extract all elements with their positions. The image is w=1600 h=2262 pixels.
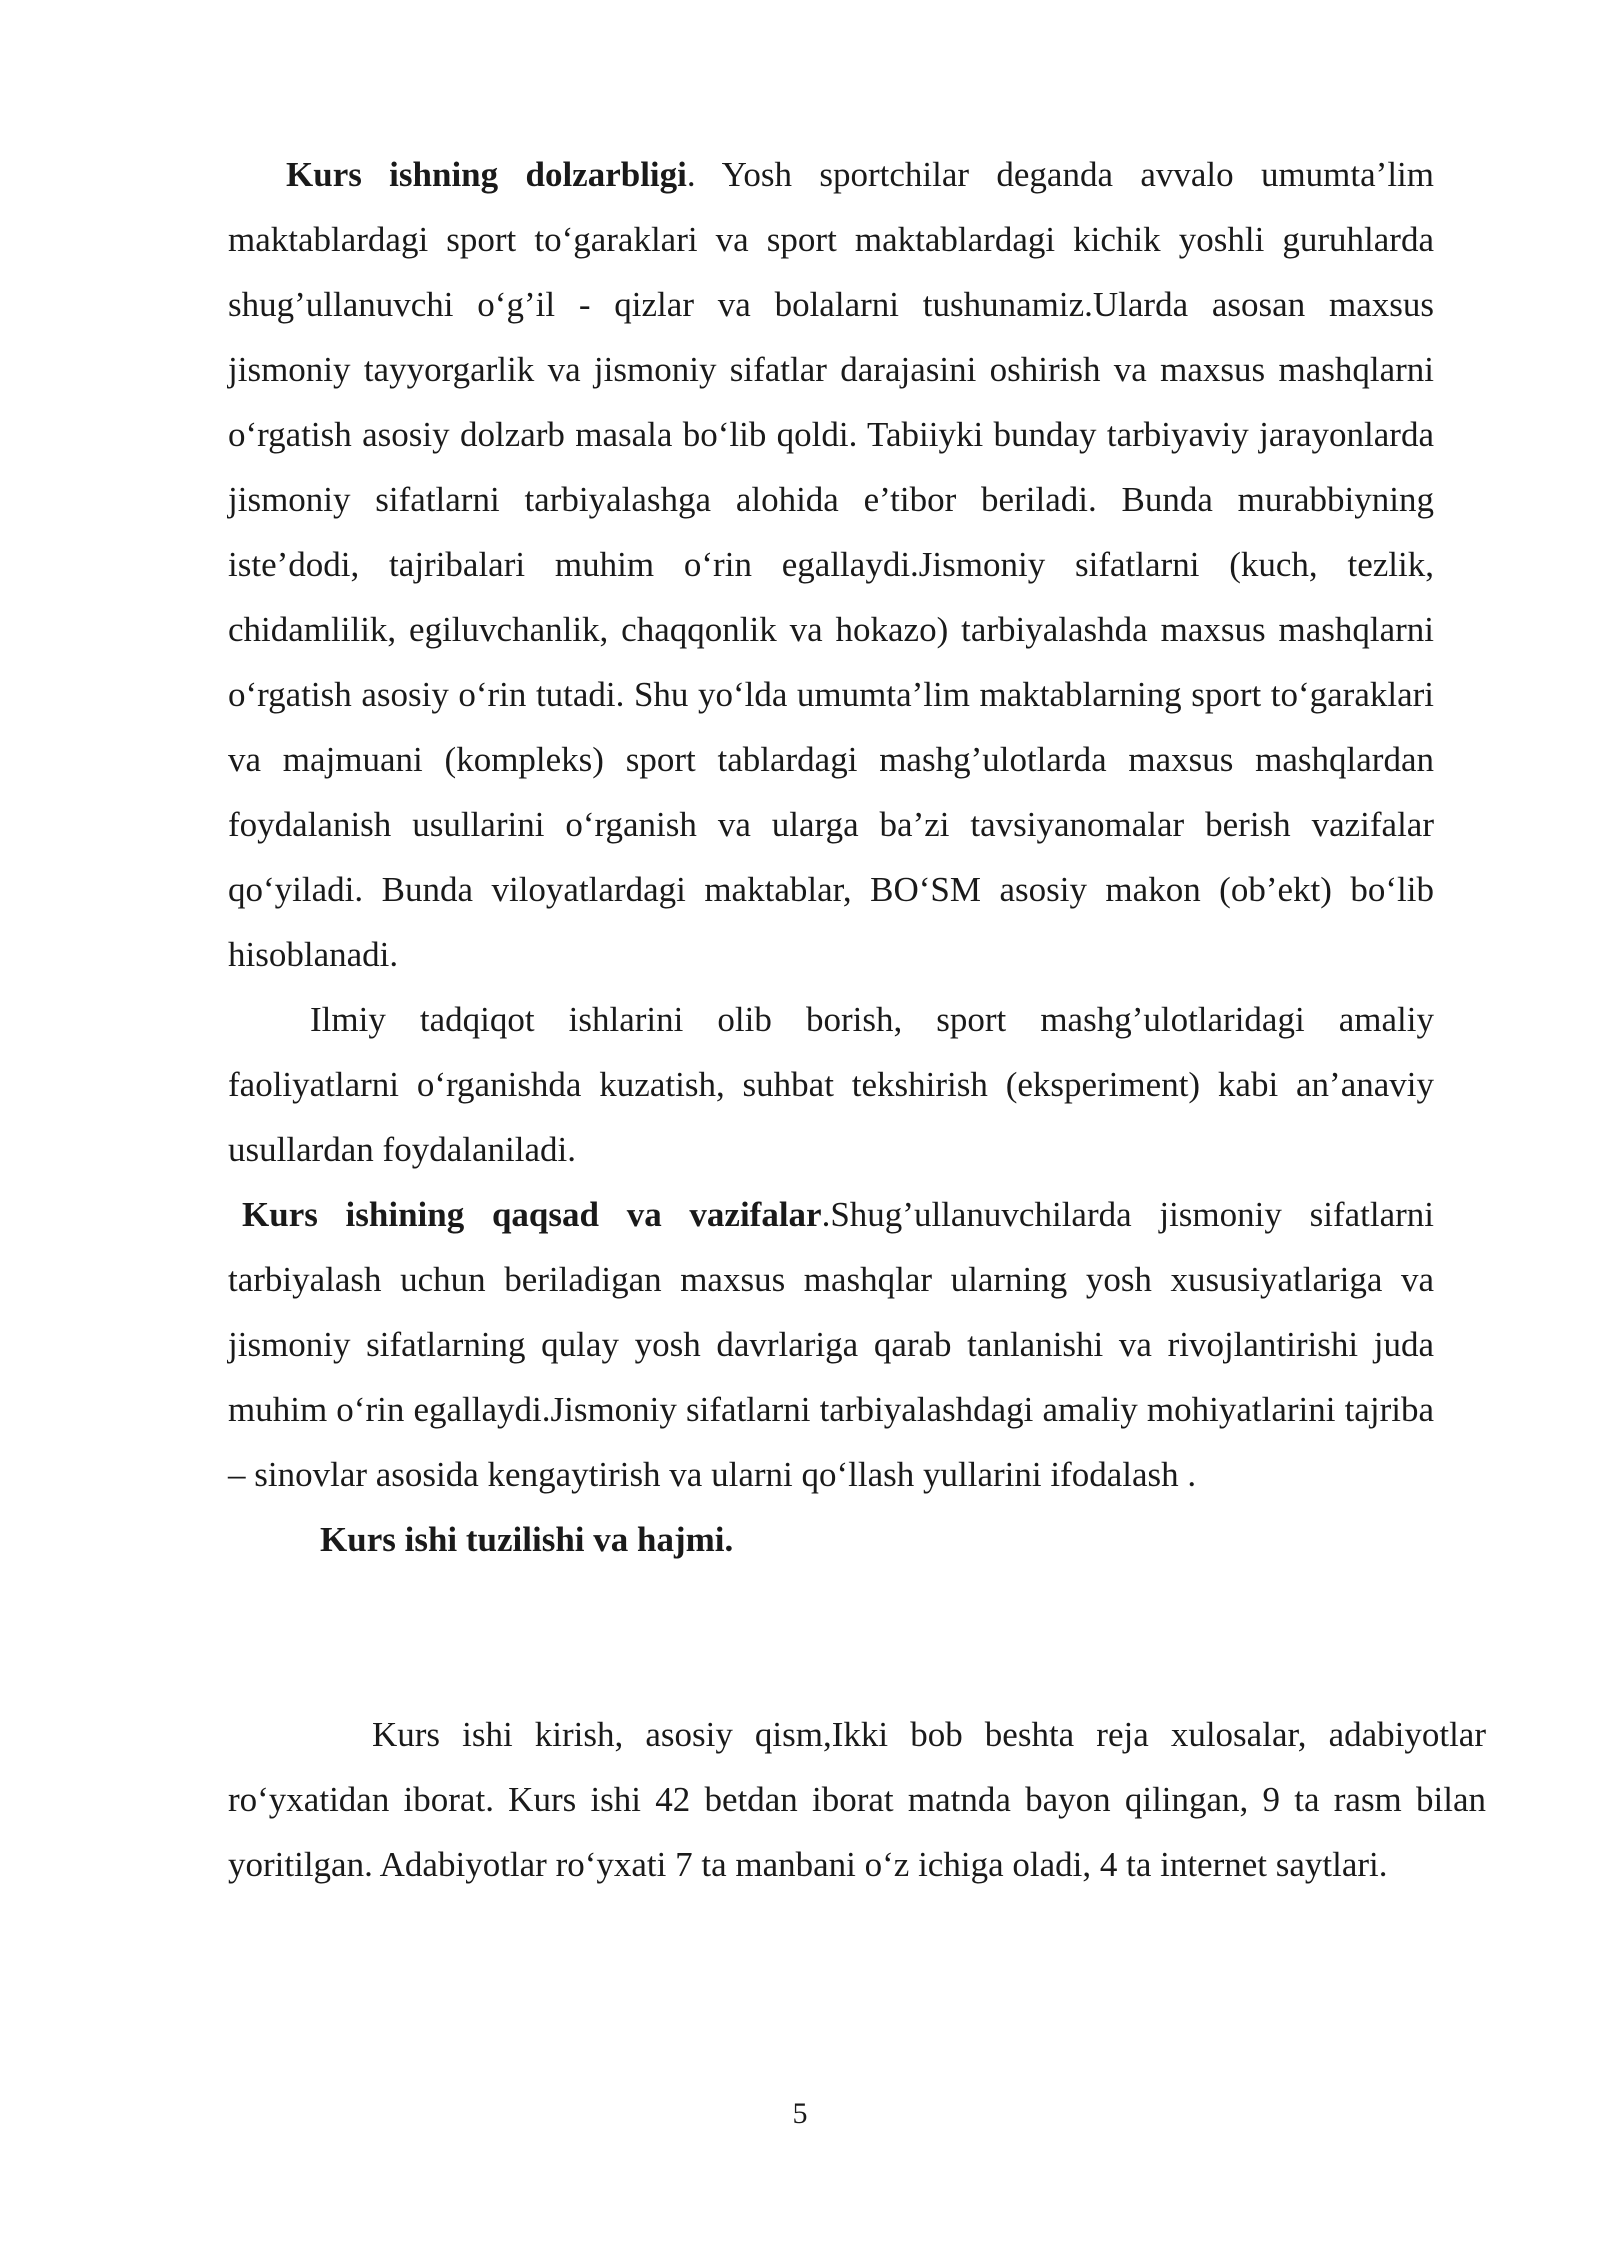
text-goals: .Shug’ullanuvchilarda jismoniy sifatlarni tarbiyalash uchun beriladigan maxsus mashqlar ularning yosh xususiyatlariga va jismoniy sifatlarning qulay yosh davrlariga qarab tanlanishi va rivojlantirishi juda muhim o‘rin egallaydi.Jismoniy sifatlarni tarbiyalashdagi amaliy mohiyatlarini tajriba – sinovlar asosida kengaytirish va ularni qo‘llash yullarini ifodalash . <box>228 1195 1434 1494</box>
text-methods: Ilmiy tadqiqot ishlarini olib borish, sport mashg’ulotlaridagi amaliy faoliyatlarni o‘rganishda kuzatish, suhbat tekshirish (eksperiment) kabi an’anaviy usullardan foydalaniladi. <box>228 1000 1434 1169</box>
paragraph-structure <box>228 1702 1486 1897</box>
paragraph-goals <box>228 1182 1434 1507</box>
paragraph-relevance <box>228 142 1434 987</box>
main-text-block <box>228 142 1434 1572</box>
text-relevance: . Yosh sportchilar deganda avvalo umumta’lim maktablardagi sport to‘garaklari va sport maktablardagi kichik yoshli guruhlarda shug’ullanuvchi o‘g’il - qizlar va bolalarni tushunamiz.Ularda asosan maxsus jismoniy tayyorgarlik va jismoniy sifatlar darajasini oshirish va maxsus mashqlarni o‘rgatish asosiy dolzarb masala bo‘lib qoldi. Tabiiyki bunday tarbiyaviy jarayonlarda jismoniy sifatlarni tarbiyalashga alohida e’tibor beriladi. Bunda murabbiyning iste’dodi, tajribalari muhim o‘rin egallaydi.Jismoniy sifatlarni (kuch, tezlik, chidamlilik, egiluvchanlik, chaqqonlik va hokazo) tarbiyalashda maxsus mashqlarni o‘rgatish asosiy o‘rin tutadi. Shu yo‘lda umumta’lim maktablarning sport to‘garaklari va majmuani (kompleks) sport tablardagi mashg’ulotlarda maxsus mashqlardan foydalanish usullarini o‘rganish va ularga ba’zi tavsiyanomalar berish vazifalar qo‘yiladi. Bunda viloyatlardagi maktablar, BO‘SM asosiy makon (ob’ekt) bo‘lib hisoblanadi. <box>228 155 1434 974</box>
page-number: 5 <box>792 2097 808 2130</box>
text-structure: Kurs ishi kirish, asosiy qism,Ikki bob beshta reja xulosalar, adabiyotlar ro‘yxatidan iborat. Kurs ishi 42 betdan iborat matnda bayon qilingan, 9 ta rasm bilan yoritilgan. Adabiyotlar ro‘yxati 7 ta manbani o‘z ichiga oladi, 4 ta internet saytlari. <box>228 1715 1486 1884</box>
structure-text-block <box>228 1702 1486 1897</box>
heading-goals: Kurs ishining qaqsad va vazifalar <box>242 1195 822 1234</box>
heading-relevance: Kurs ishning dolzarbligi <box>286 155 687 194</box>
paragraph-structure-heading <box>228 1507 1434 1572</box>
paragraph-methods <box>228 987 1434 1182</box>
heading-structure: Kurs ishi tuzilishi va hajmi. <box>320 1520 734 1559</box>
